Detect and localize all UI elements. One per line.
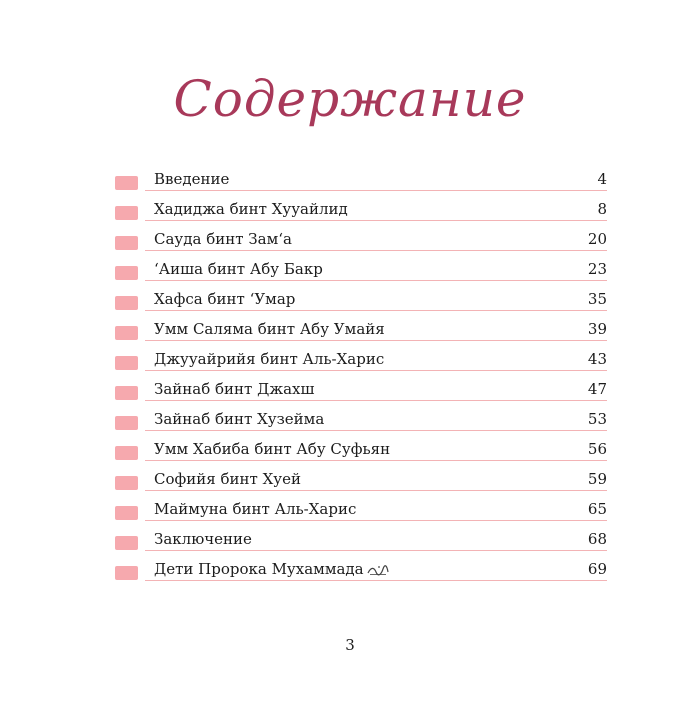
toc-page-number: 43 [587,350,607,368]
bullet-marker [115,356,138,370]
divider [145,460,607,461]
toc-label: Сауда бинт Зам‘а [154,230,292,248]
toc-page-number: 56 [587,440,607,458]
bullet-marker [115,236,138,250]
bullet-marker [115,536,138,550]
bullet-marker [115,566,138,580]
toc-row[interactable] [115,408,607,438]
toc-label: Хафса бинт ‘Умар [154,290,296,308]
toc-row[interactable] [115,498,607,528]
toc-label: Умм Хабиба бинт Абу Суфьян [154,440,391,458]
toc-label: Зайнаб бинт Джахш [154,380,315,398]
divider [145,340,607,341]
toc-label: Умм Саляма бинт Абу Умайя [154,320,385,338]
toc-row[interactable] [115,228,607,258]
toc-row[interactable] [115,318,607,348]
divider [145,400,607,401]
toc-label: Софийя бинт Хуей [154,470,301,488]
toc-row[interactable] [115,198,607,228]
toc-page-number: 65 [587,500,607,518]
toc-page-number: 35 [587,290,607,308]
bullet-marker [115,266,138,280]
divider [145,580,607,581]
toc-label: Введение [154,170,230,188]
bullet-marker [115,506,138,520]
toc-page-number: 68 [587,530,607,548]
toc-page-number: 69 [587,560,607,578]
toc-page-number: 47 [587,380,607,398]
toc-row[interactable] [115,288,607,318]
toc-row[interactable] [115,468,607,498]
divider [145,220,607,221]
divider [145,550,607,551]
bullet-marker [115,476,138,490]
divider [145,490,607,491]
toc-page-number: 53 [587,410,607,428]
bullet-marker [115,446,138,460]
divider [145,520,607,521]
toc-label: Хадиджа бинт Хууайлид [154,200,348,218]
bullet-marker [115,206,138,220]
bullet-marker [115,326,138,340]
divider [145,430,607,431]
toc-row[interactable] [115,378,607,408]
toc-row[interactable] [115,528,607,558]
bullet-marker [115,416,138,430]
toc-label: Заключение [154,530,252,548]
divider [145,250,607,251]
toc-label: ‘Аиша бинт Абу Бакр [154,260,323,278]
toc-row[interactable] [115,168,607,198]
toc-page-number: 8 [597,200,607,218]
bullet-marker [115,176,138,190]
divider [145,370,607,371]
toc-row[interactable] [115,258,607,288]
toc-row[interactable] [115,438,607,468]
toc-page-number: 4 [597,170,607,188]
toc-page-number: 59 [587,470,607,488]
divider [145,310,607,311]
page-title: Содержание [173,70,527,128]
table-of-contents [115,168,607,588]
page-number: 3 [345,636,355,654]
calligraphy-ornament-icon [367,564,389,576]
toc-row[interactable] [115,558,607,588]
divider [145,280,607,281]
toc-page-number: 23 [587,260,607,278]
toc-label: Зайнаб бинт Хузейма [154,410,325,428]
bullet-marker [115,386,138,400]
toc-page-number: 39 [587,320,607,338]
toc-label: Дети Пророка Мухаммада [154,560,364,578]
toc-row[interactable] [115,348,607,378]
toc-label: Джууайрийя бинт Аль-Харис [154,350,385,368]
bullet-marker [115,296,138,310]
toc-label: Маймуна бинт Аль-Харис [154,500,357,518]
divider [145,190,607,191]
toc-label-wrapper [154,560,389,578]
toc-page-number: 20 [587,230,607,248]
